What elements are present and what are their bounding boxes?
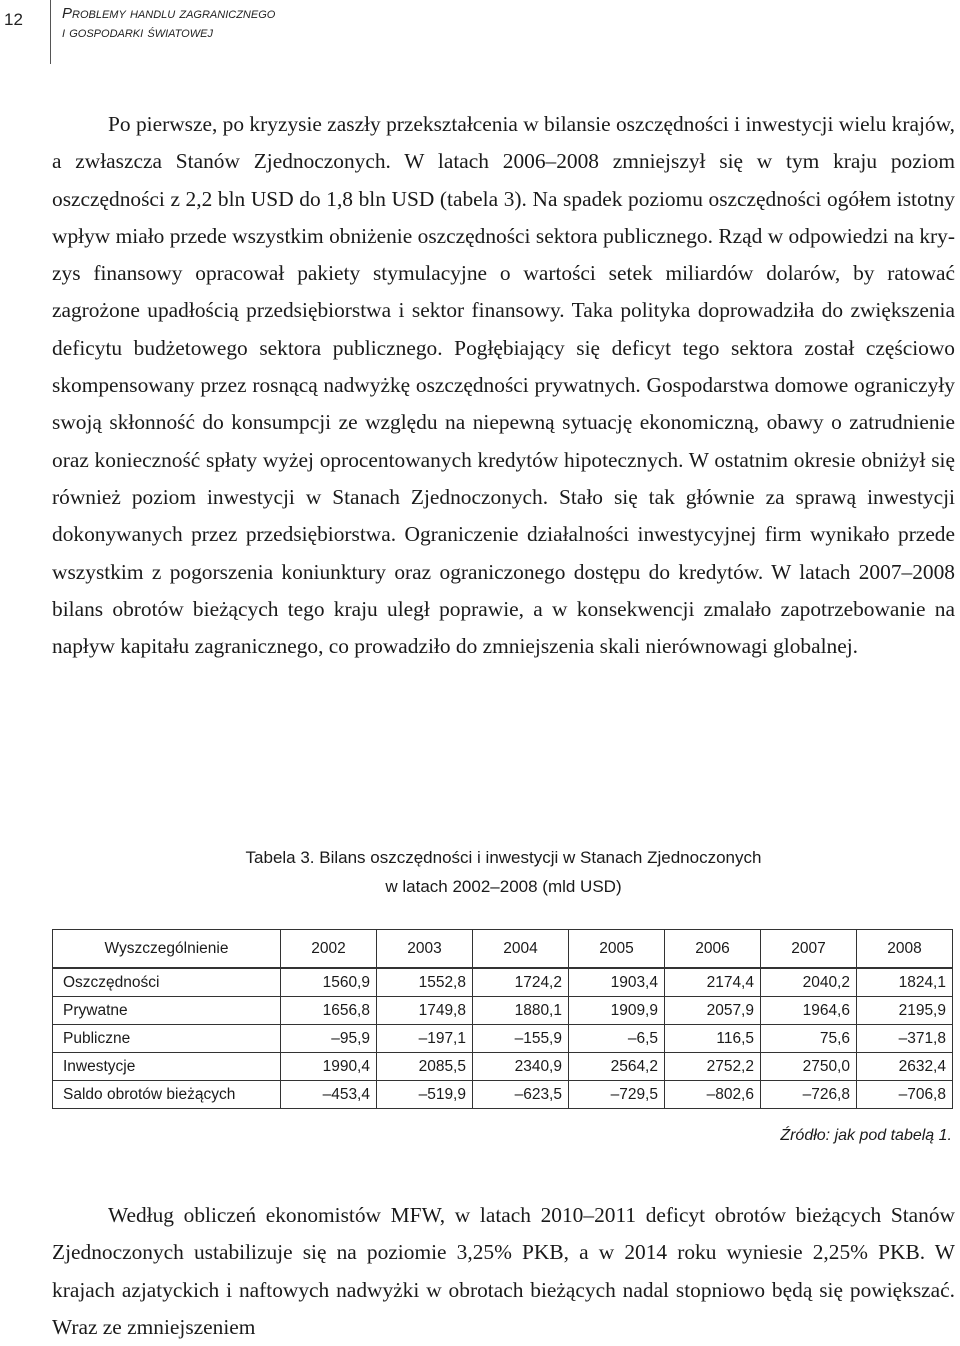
table-source-note: Źródło: jak pod tabelą 1. bbox=[780, 1127, 952, 1144]
row-label: Inwestycje bbox=[53, 1053, 281, 1081]
table-header-row bbox=[53, 930, 953, 969]
table-caption bbox=[52, 843, 955, 901]
row-label: Prywatne bbox=[53, 997, 281, 1025]
table-caption-line1: Tabela 3. Bilans oszczędności i inwestycji w Stanach Zjednoczonych bbox=[245, 848, 762, 867]
table-cell: –726,8 bbox=[761, 1081, 857, 1109]
table-cell: 75,6 bbox=[761, 1025, 857, 1053]
table-cell: –371,8 bbox=[857, 1025, 953, 1053]
journal-title bbox=[62, 4, 275, 42]
table-cell: 1990,4 bbox=[281, 1053, 377, 1081]
column-header: 2003 bbox=[377, 930, 473, 969]
table-row bbox=[53, 997, 953, 1025]
body-paragraph-2: Według obliczeń ekonomistów MFW, w latach 2010–2011 deficyt obrotów bieżących Stanów Zjednoczonych ustabilizuje się na poziomie 3,25% PKB, a w 2014 roku wyniesie 2,25% PKB. W krajach azjatyckich i naftowych nadwyżki w obrotach bieżących nadal stopniowo będą się powiększać. Wraz ze zmniejszeniem bbox=[52, 1203, 955, 1339]
journal-title-line1: Problemy handlu zagranicznego bbox=[62, 5, 276, 22]
table-row bbox=[53, 1025, 953, 1053]
body-paragraph-1: Po pierwsze, po kryzysie zaszły przekształcenia w bilansie oszczędności i inwestycji wielu krajów, a zwłaszcza Stanów Zjednoczonych. W latach 2006–2008 zmniejszył się w tym kraju poziom oszczędności z 2,2 bln USD do 1,8 bln USD (tabela 3). Na spadek poziomu oszczędności ogółem istotny wpływ miało przede wszystkim obniżenie oszczędności sektora publicznego. Rząd w odpowiedzi na kryzys finansowy opracował pakiety stymulacyjne o wartości setek miliardów dolarów, by ratować zagrożone upadłością przedsiębiorstwa i sektor finansowy. Taka polityka doprowadziła do zwiększenia deficytu budżetowego sektora publicznego. Pogłębiający się deficyt tego sektora został częściowo skompensowany przez rosnącą nadwyżkę oszczędności prywatnych. Gospodarstwa domowe ograniczyły swoją skłonność do konsumpcji ze względu na niepewną sytuację ekonomiczną, obawy o zatrudnienie oraz konieczność spłaty wyżej oprocentowanych kredytów hipotecznych. W ostatnim okresie obniżył się również poziom inwestycji w Stanach Zjednoczonych. Stało się tak głównie za sprawą inwestycji dokonywanych przez przedsiębiorstwa. Ograniczenie działalności inwestycyjnej firm wynikało przede wszystkim z pogorszenia koniunktury oraz ograniczonego dostępu do kredytów. W latach 2007–2008 bilans obrotów bieżących tego kraju uległ poprawie, a w konsekwencji zmalało zapotrzebowanie na napływ kapitału zagranicznego, co prowadziło do zmniejszenia skali nierównowagi globalnej. bbox=[52, 112, 955, 659]
table-cell: 116,5 bbox=[665, 1025, 761, 1053]
header-divider bbox=[50, 0, 51, 64]
table-cell: –453,4 bbox=[281, 1081, 377, 1109]
table-cell: 1749,8 bbox=[377, 997, 473, 1025]
table-cell: –155,9 bbox=[473, 1025, 569, 1053]
table-cell: –706,8 bbox=[857, 1081, 953, 1109]
table-cell: 2040,2 bbox=[761, 968, 857, 997]
table-cell: –519,9 bbox=[377, 1081, 473, 1109]
column-header: 2007 bbox=[761, 930, 857, 969]
table-row bbox=[53, 1053, 953, 1081]
table-cell: 2057,9 bbox=[665, 997, 761, 1025]
page-header bbox=[0, 0, 960, 68]
table-cell: –197,1 bbox=[377, 1025, 473, 1053]
row-label: Oszczędności bbox=[53, 968, 281, 997]
table-cell: 2340,9 bbox=[473, 1053, 569, 1081]
table-cell: 1824,1 bbox=[857, 968, 953, 997]
column-header: 2006 bbox=[665, 930, 761, 969]
column-header: 2005 bbox=[569, 930, 665, 969]
column-header: 2002 bbox=[281, 930, 377, 969]
table-cell: 2750,0 bbox=[761, 1053, 857, 1081]
table-caption-line2: w latach 2002–2008 (mld USD) bbox=[385, 877, 622, 896]
journal-title-line2: i gospodarki światowej bbox=[62, 24, 213, 41]
table-cell: 1552,8 bbox=[377, 968, 473, 997]
table-cell: –95,9 bbox=[281, 1025, 377, 1053]
table-cell: 2085,5 bbox=[377, 1053, 473, 1081]
page-number: 12 bbox=[4, 10, 23, 29]
table-cell: –6,5 bbox=[569, 1025, 665, 1053]
table-cell: 1909,9 bbox=[569, 997, 665, 1025]
savings-investment-table bbox=[52, 929, 953, 1109]
table-cell: 2752,2 bbox=[665, 1053, 761, 1081]
table-row bbox=[53, 968, 953, 997]
table-row bbox=[53, 1081, 953, 1109]
table-cell: 2174,4 bbox=[665, 968, 761, 997]
column-header: 2008 bbox=[857, 930, 953, 969]
column-header: Wyszczególnienie bbox=[53, 930, 281, 969]
table-cell: 2195,9 bbox=[857, 997, 953, 1025]
table-cell: 1656,8 bbox=[281, 997, 377, 1025]
table-cell: 1903,4 bbox=[569, 968, 665, 997]
table-cell: 2564,2 bbox=[569, 1053, 665, 1081]
row-label: Publiczne bbox=[53, 1025, 281, 1053]
table-cell: –729,5 bbox=[569, 1081, 665, 1109]
table-cell: 1724,2 bbox=[473, 968, 569, 997]
table-cell: –623,5 bbox=[473, 1081, 569, 1109]
table-cell: –802,6 bbox=[665, 1081, 761, 1109]
table-cell: 1880,1 bbox=[473, 997, 569, 1025]
table-cell: 2632,4 bbox=[857, 1053, 953, 1081]
row-label: Saldo obrotów bieżących bbox=[53, 1081, 281, 1109]
column-header: 2004 bbox=[473, 930, 569, 969]
table-cell: 1964,6 bbox=[761, 997, 857, 1025]
table-cell: 1560,9 bbox=[281, 968, 377, 997]
